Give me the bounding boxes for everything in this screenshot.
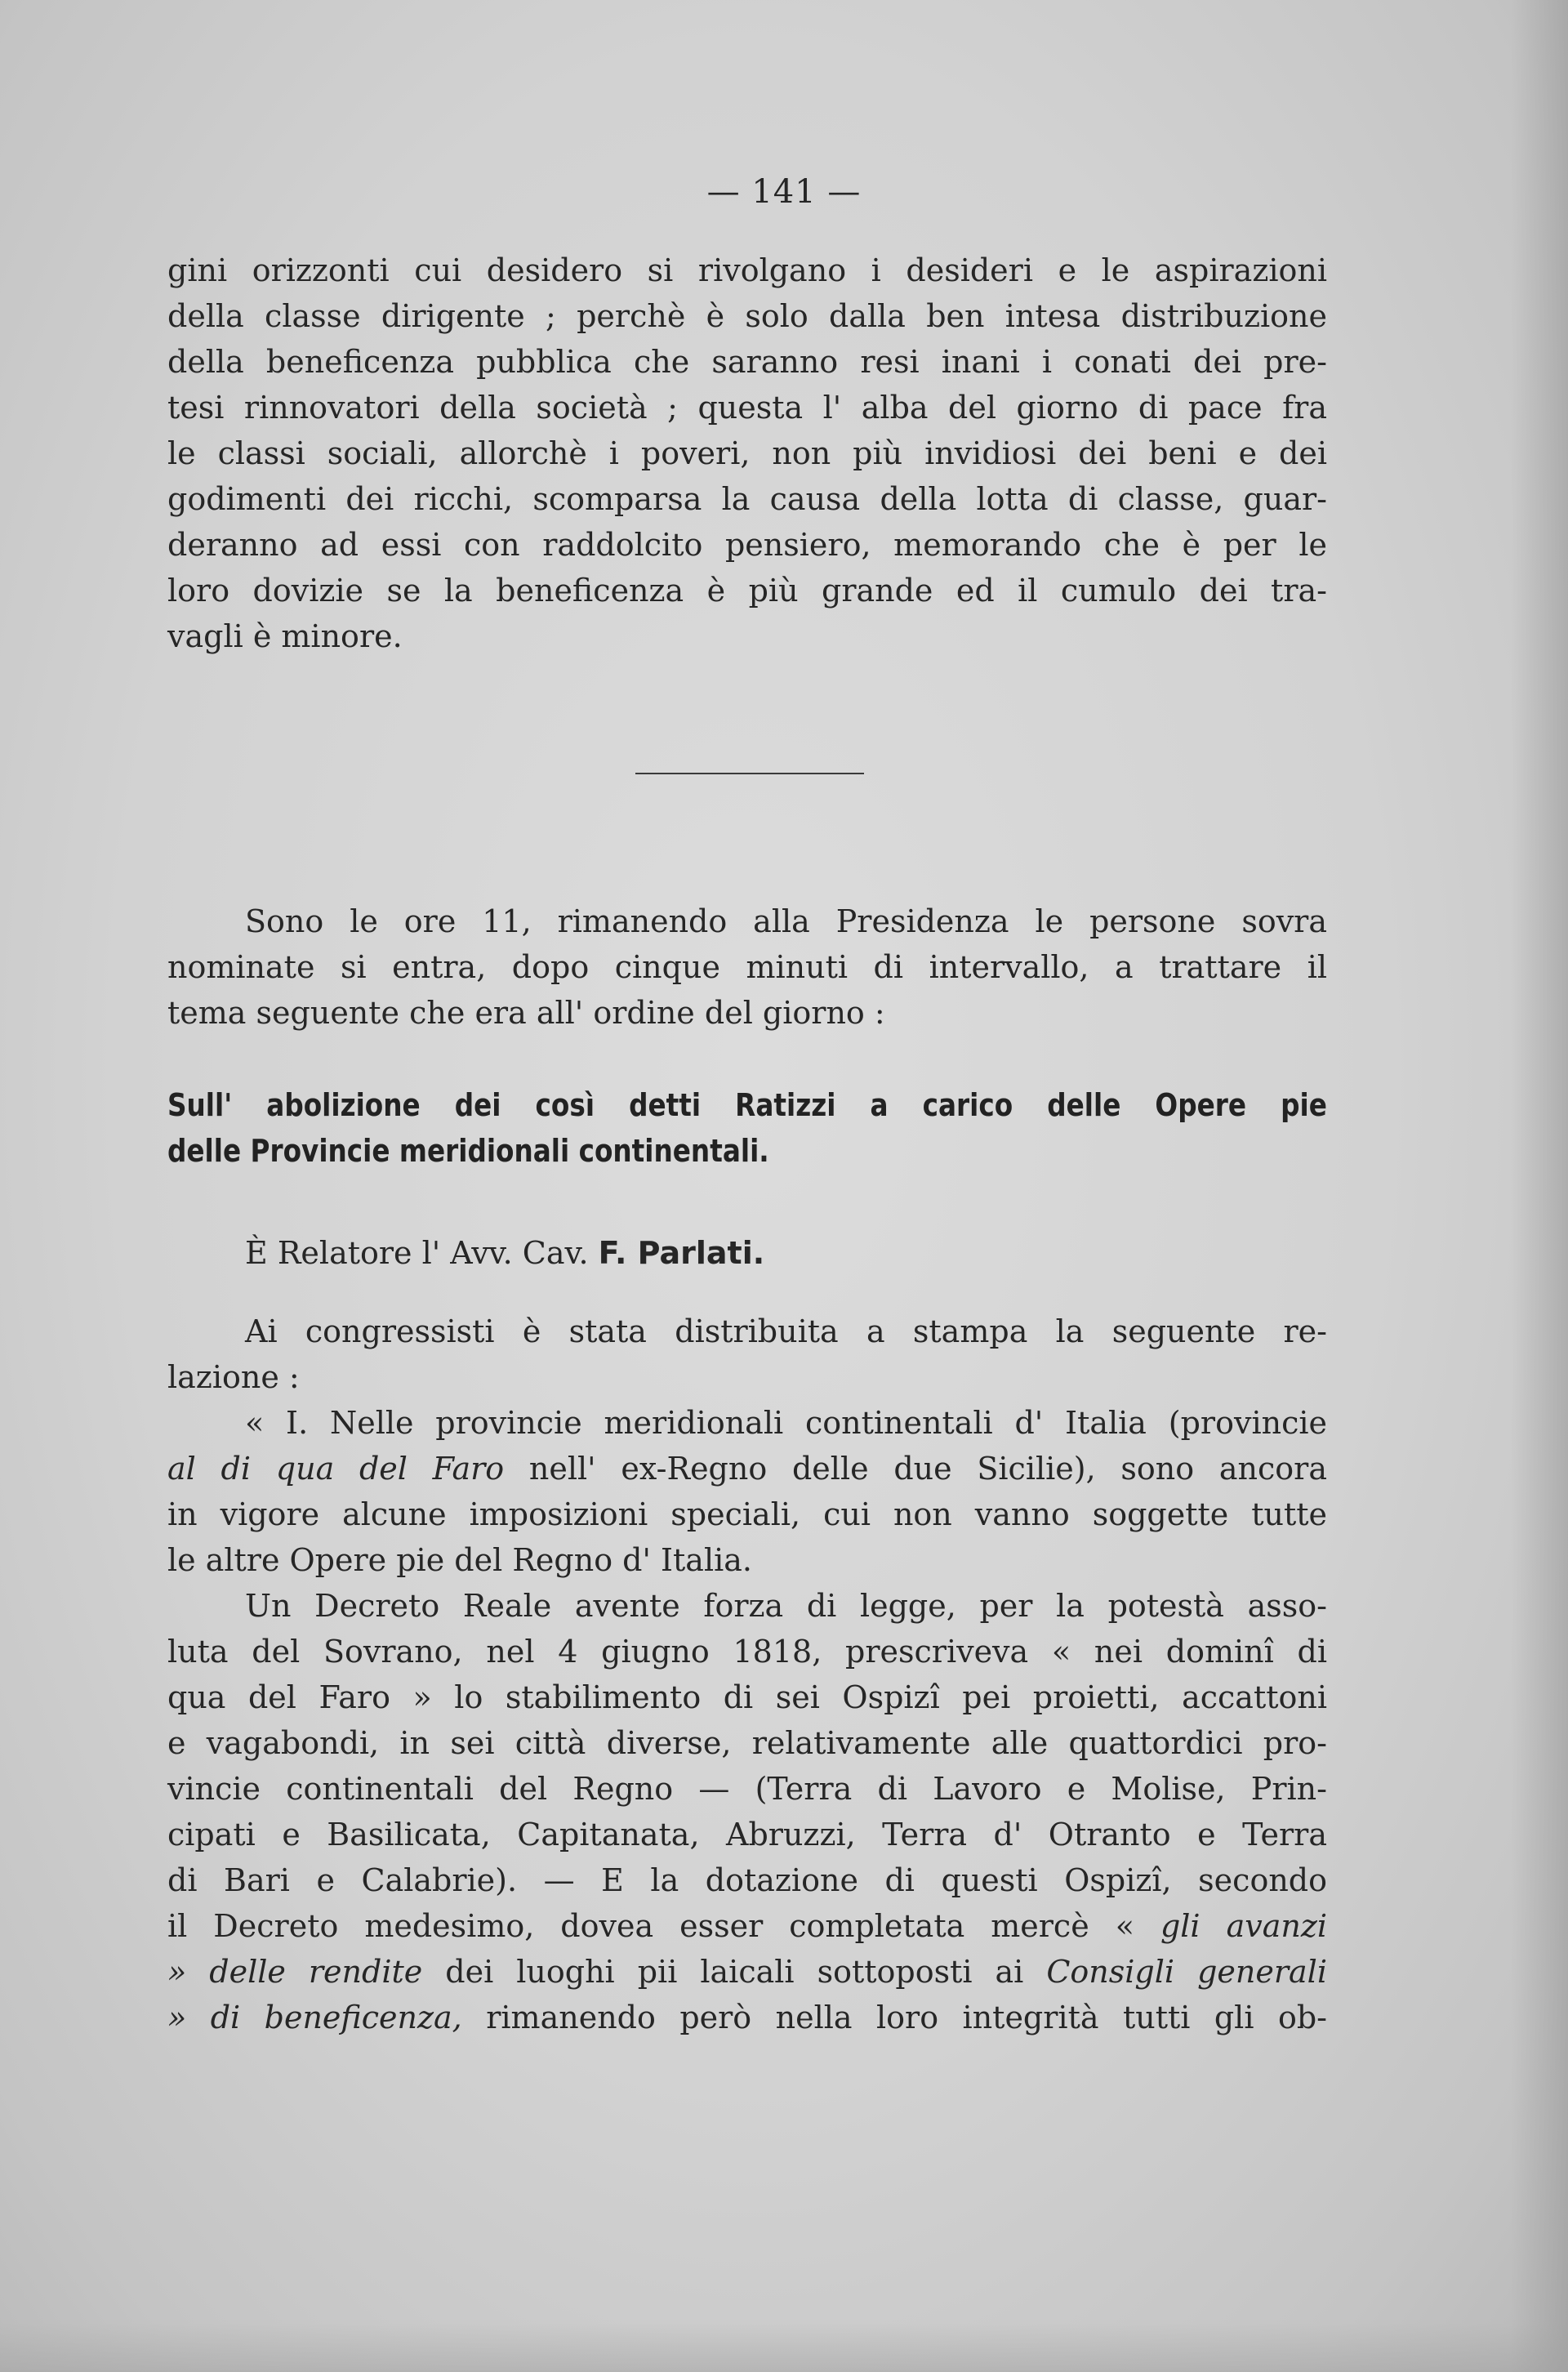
text-line: luta del Sovrano, nel 4 giugno 1818, prescriveva « nei dominî di	[167, 1634, 1327, 1670]
italic-text: » di beneficenza,	[167, 2000, 462, 2035]
page-edge-shadow	[0, 2323, 1568, 2372]
paragraph-intro	[167, 247, 1327, 659]
text-line: le altre Opere pie del Regno d' Italia.	[167, 1542, 753, 1578]
paragraph-session	[167, 898, 1327, 1036]
text-line: tesi rinnovatori della società ; questa l' alba del giorno di pace fra	[167, 390, 1327, 426]
text-line: Sono le ore 11, rimanendo alla Presidenza le persone sovra	[245, 903, 1327, 939]
text-line: della beneficenza pubblica che saranno resi inani i conati dei pre-	[167, 344, 1327, 380]
text-span: rimanendo però nella loro integrità tutti gli ob-	[461, 2000, 1327, 2035]
text-line: cipati e Basilicata, Capitanata, Abruzzi, Terra d' Otranto e Terra	[167, 1817, 1327, 1853]
text-line: in vigore alcune imposizioni speciali, cui non vanno soggette tutte	[167, 1496, 1327, 1532]
text-line: di Bari e Calabrie). — E la dotazione di questi Ospizî, secondo	[167, 1862, 1327, 1898]
text-line: lazione :	[167, 1359, 300, 1395]
text-span: dei luoghi pii laicali sottoposti ai	[422, 1954, 1047, 1990]
section-divider	[635, 773, 864, 774]
text-span: nell' ex-Regno delle due Sicilie), sono ancora	[504, 1451, 1327, 1487]
text-line	[167, 1949, 1327, 1995]
paragraph-report-2	[167, 1583, 1327, 2040]
text-line	[167, 1995, 1327, 2040]
text-line: le classi sociali, allorchè i poveri, non più invidiosi dei beni e dei	[167, 435, 1327, 471]
text-line: vagli è minore.	[167, 618, 403, 654]
text-line: gini orizzonti cui desidero si rivolgano i desideri e le aspirazioni	[167, 252, 1327, 288]
relatore-line	[167, 1230, 1327, 1276]
topic-heading	[167, 1082, 1327, 1174]
heading-line: Sull' abolizione dei così detti Ratizzi a carico delle Opere pie	[167, 1087, 1327, 1123]
italic-text: gli avanzi	[1160, 1908, 1328, 1944]
text-line	[167, 1446, 1327, 1491]
text-line: godimenti dei ricchi, scomparsa la causa della lotta di classe, guar-	[167, 481, 1327, 517]
text-line: « I. Nelle provincie meridionali continentali d' Italia (provincie	[245, 1405, 1327, 1441]
italic-text: al di qua del Faro	[167, 1451, 505, 1487]
text-line: e vagabondi, in sei città diverse, relativamente alle quattordici pro-	[167, 1725, 1327, 1761]
relatore-prefix: È Relatore l' Avv. Cav.	[245, 1235, 599, 1271]
text-line: nominate si entra, dopo cinque minuti di intervallo, a trattare il	[167, 949, 1327, 985]
italic-text: Consigli generali	[1046, 1954, 1327, 1990]
text-line: Un Decreto Reale avente forza di legge, per la potestà asso-	[245, 1588, 1327, 1624]
heading-line: delle Provincie meridionali continentali.	[167, 1133, 769, 1169]
page-edge-shadow	[1511, 0, 1568, 2372]
paragraph-report-1	[167, 1400, 1327, 1583]
text-line	[167, 1903, 1327, 1949]
text-span: il Decreto medesimo, dovea esser completata mercè «	[167, 1908, 1160, 1944]
paragraph-relatore	[167, 1230, 1327, 1276]
text-line: loro dovizie se la beneficenza è più grande ed il cumulo dei tra-	[167, 573, 1327, 609]
text-line: deranno ad essi con raddolcito pensiero, memorando che è per le	[167, 527, 1327, 563]
text-line: qua del Faro » lo stabilimento di sei Ospizî pei proietti, accattoni	[167, 1679, 1327, 1715]
text-line: Ai congressisti è stata distribuita a stampa la seguente re-	[245, 1313, 1327, 1349]
text-line: vincie continentali del Regno — (Terra di Lavoro e Molise, Prin-	[167, 1771, 1327, 1807]
page-number: — 141 —	[706, 173, 862, 211]
relatore-name: F. Parlati.	[598, 1235, 765, 1271]
italic-text: » delle rendite	[167, 1954, 423, 1990]
text-line: della classe dirigente ; perchè è solo dalla ben intesa distribuzione	[167, 298, 1327, 334]
paragraph-distribution	[167, 1309, 1327, 1400]
text-line: tema seguente che era all' ordine del giorno :	[167, 995, 885, 1031]
